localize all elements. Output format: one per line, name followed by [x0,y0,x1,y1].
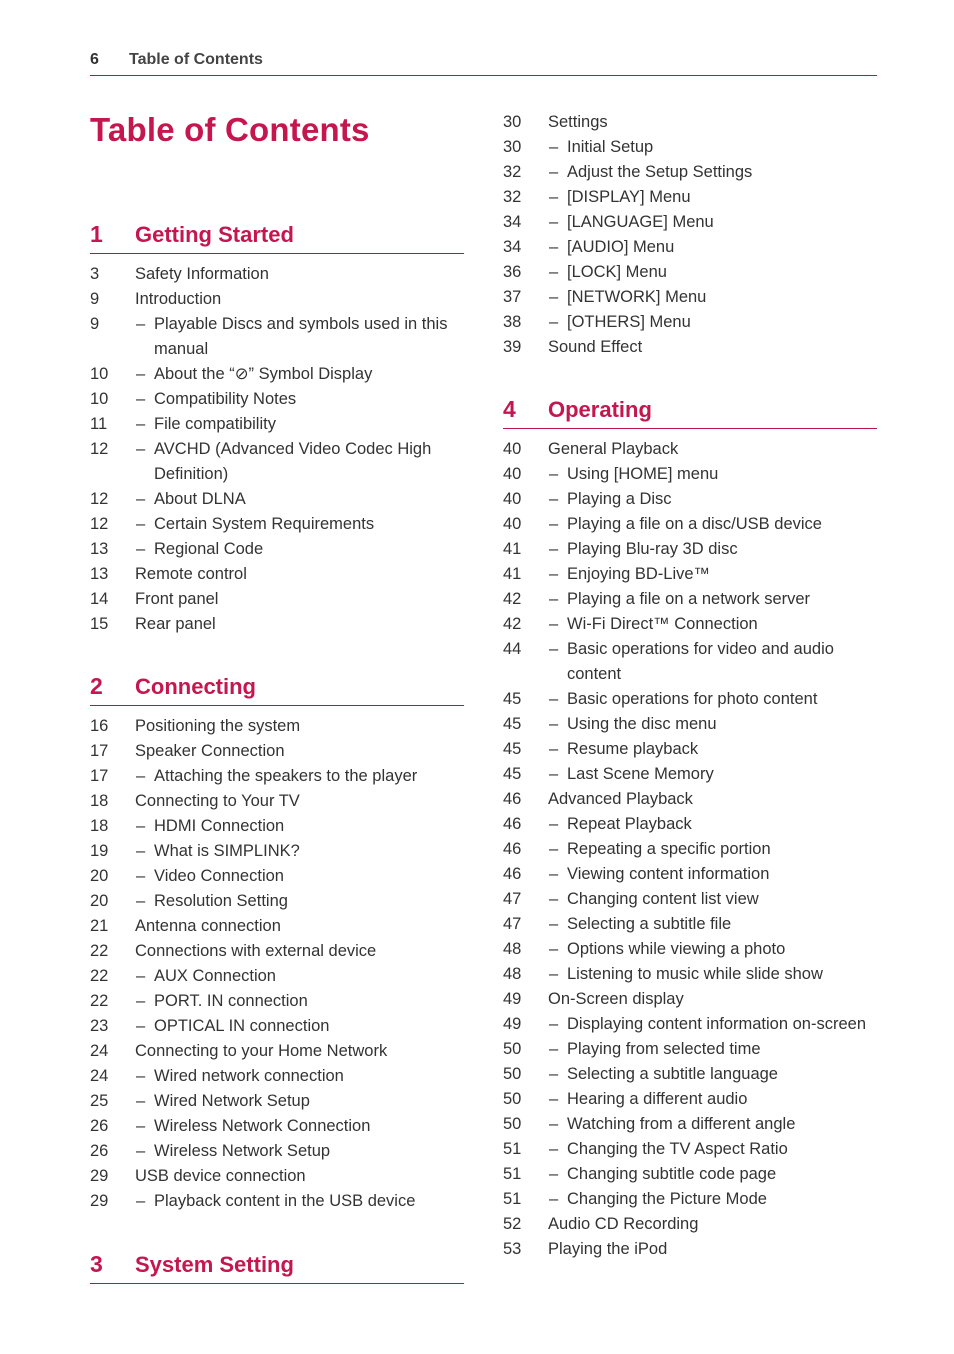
entry-title: – Resume playback [567,737,877,762]
entry-title: – HDMI Connection [154,814,464,839]
entry-title: – Last Scene Memory [567,762,877,787]
entry-page-number: 22 [90,942,109,960]
toc-section-connecting [90,673,464,1214]
toc-subentry[interactable] [503,862,877,887]
entry-title: – [OTHERS] Menu [567,310,877,335]
toc-subentry[interactable] [90,387,464,412]
entry-page-number: 32 [503,163,522,181]
entry-title: – Initial Setup [567,135,877,160]
toc-subentry[interactable] [90,437,464,487]
entry-page-number: 9 [90,315,100,333]
toc-subentry[interactable] [503,837,877,862]
entry-title: – Basic operations for video and audio content [567,637,877,687]
toc-entry[interactable] [90,939,464,964]
entry-page-number: 47 [503,890,522,908]
entry-title: – Repeat Playback [567,812,877,837]
entry-title: – Playing a file on a network server [567,587,877,612]
running-header-title: Table of Contents [129,51,263,68]
entry-page-number: 20 [90,892,109,910]
toc-subentry[interactable] [503,1012,877,1037]
entry-page-number: 22 [90,992,109,1010]
entry-page-number: 46 [503,840,522,858]
entry-page-number: 18 [90,792,109,810]
entry-page-number: 26 [90,1117,109,1135]
entry-page-number: 51 [503,1140,522,1158]
toc-section-getting-started [90,221,464,637]
entry-title: – Viewing content information [567,862,877,887]
toc-entry[interactable] [90,739,464,764]
entry-title: Rear panel [135,615,216,633]
entry-title: – Playable Discs and symbols used in this manual [154,312,464,362]
entry-title: – Selecting a subtitle file [567,912,877,937]
toc-entry[interactable] [503,110,877,135]
toc-entry[interactable] [90,562,464,587]
entry-title: – Enjoying BD-Live™ [567,562,877,587]
entry-title: – AVCHD (Advanced Video Codec High Definition) [154,437,464,487]
toc-entry[interactable] [90,714,464,739]
entry-page-number: 15 [90,615,109,633]
entry-title: – AUX Connection [154,964,464,989]
entry-title: Connecting to Your TV [135,792,300,810]
toc-subentry[interactable] [503,310,877,335]
entry-page-number: 42 [503,615,522,633]
entry-page-number: 29 [90,1192,109,1210]
section-title: Operating [548,397,652,422]
entry-page-number: 20 [90,867,109,885]
toc-subentry[interactable] [90,1114,464,1139]
entry-page-number: 45 [503,740,522,758]
toc-subentry[interactable] [503,1062,877,1087]
entry-page-number: 18 [90,817,109,835]
toc-subentry[interactable] [503,962,877,987]
toc-subentry[interactable] [90,512,464,537]
entry-page-number: 50 [503,1090,522,1108]
entry-page-number: 30 [503,138,522,156]
entry-title: – Playing a Disc [567,487,877,512]
entry-title: – PORT. IN connection [154,989,464,1014]
entry-page-number: 29 [90,1167,109,1185]
toc-subentry[interactable] [503,185,877,210]
entry-title: Playing the iPod [548,1240,668,1258]
entry-title: General Playback [548,440,679,458]
entry-page-number: 32 [503,188,522,206]
entry-title: – What is SIMPLINK? [154,839,464,864]
entry-page-number: 37 [503,288,522,306]
toc-subentry[interactable] [90,814,464,839]
entry-page-number: 49 [503,990,522,1008]
toc-subentry[interactable] [90,537,464,562]
entry-page-number: 3 [90,265,100,283]
entry-title: – [LOCK] Menu [567,260,877,285]
toc-subentry[interactable] [90,412,464,437]
running-header [90,47,877,76]
entry-page-number: 39 [503,338,522,356]
entry-title: Sound Effect [548,338,643,356]
toc-subentry[interactable] [503,235,877,260]
entry-page-number: 10 [90,365,109,383]
entry-title: – Wi-Fi Direct™ Connection [567,612,877,637]
entry-page-number: 53 [503,1240,522,1258]
entry-title: – Video Connection [154,864,464,889]
entry-title: – Displaying content information on-screen [567,1012,877,1037]
toc-subentry[interactable] [503,937,877,962]
entry-page-number: 17 [90,742,109,760]
entry-title: Connecting to your Home Network [135,1042,388,1060]
section-title: System Setting [135,1252,294,1277]
entry-title: Advanced Playback [548,790,693,808]
entry-title: Speaker Connection [135,742,285,760]
toc-entry[interactable] [90,287,464,312]
entry-title: Audio CD Recording [548,1215,699,1233]
toc-subentry[interactable] [90,362,464,387]
entry-title: – Watching from a different angle [567,1112,877,1137]
entry-title: – Options while viewing a photo [567,937,877,962]
entry-page-number: 46 [503,865,522,883]
entry-page-number: 47 [503,915,522,933]
entry-title: Introduction [135,290,222,308]
entry-title: – Wireless Network Connection [154,1114,464,1139]
entry-title: Settings [548,113,608,131]
toc-subentry[interactable] [90,1064,464,1089]
section-number: 1 [90,221,103,247]
toc-subentry[interactable] [503,160,877,185]
entry-page-number: 12 [90,515,109,533]
entry-page-number: 46 [503,790,522,808]
toc-subentry[interactable] [90,1014,464,1039]
toc-entry-list [90,714,464,1214]
toc-subentry[interactable] [503,887,877,912]
entry-page-number: 51 [503,1190,522,1208]
entry-title: On-Screen display [548,990,684,1008]
entry-title: – About DLNA [154,487,464,512]
entry-title: – Changing the TV Aspect Ratio [567,1137,877,1162]
toc-entry-list [503,110,877,360]
toc-subentry[interactable] [503,487,877,512]
toc-subentry[interactable] [503,637,877,687]
entry-title: – Playing Blu-ray 3D disc [567,537,877,562]
entry-title: USB device connection [135,1167,306,1185]
entry-page-number: 25 [90,1092,109,1110]
entry-page-number: 21 [90,917,109,935]
entry-title: Remote control [135,565,247,583]
entry-title: – Changing content list view [567,887,877,912]
entry-page-number: 44 [503,640,522,658]
entry-title: – Listening to music while slide show [567,962,877,987]
entry-title: – OPTICAL IN connection [154,1014,464,1039]
entry-title: Connections with external device [135,942,377,960]
toc-entry[interactable] [503,1212,877,1237]
entry-page-number: 34 [503,238,522,256]
toc-subentry[interactable] [503,812,877,837]
toc-subentry[interactable] [90,964,464,989]
entry-page-number: 23 [90,1017,109,1035]
section-number: 4 [503,396,516,422]
section-heading [90,1251,464,1284]
toc-subentry[interactable] [90,1139,464,1164]
entry-page-number: 10 [90,390,109,408]
entry-title: Front panel [135,590,219,608]
entry-title: – Playing a file on a disc/USB device [567,512,877,537]
entry-page-number: 50 [503,1040,522,1058]
toc-entry[interactable] [90,612,464,637]
entry-page-number: 34 [503,213,522,231]
toc-subentry[interactable] [90,989,464,1014]
toc-subentry[interactable] [503,1137,877,1162]
toc-subentry[interactable] [90,487,464,512]
toc-subentry[interactable] [90,864,464,889]
section-number: 2 [90,673,103,699]
toc-entry[interactable] [90,789,464,814]
toc-subentry[interactable] [503,512,877,537]
entry-title: – Resolution Setting [154,889,464,914]
entry-title: – Wireless Network Setup [154,1139,464,1164]
entry-title: – [DISPLAY] Menu [567,185,877,210]
toc-subentry[interactable] [90,1189,464,1214]
entry-page-number: 13 [90,540,109,558]
entry-page-number: 48 [503,940,522,958]
toc-entry[interactable] [90,1164,464,1189]
entry-title: – Adjust the Setup Settings [567,160,877,185]
entry-page-number: 50 [503,1065,522,1083]
entry-page-number: 14 [90,590,109,608]
section-number: 3 [90,1251,103,1277]
section-heading [503,396,877,429]
toc-subentry[interactable] [503,210,877,235]
entry-page-number: 16 [90,717,109,735]
entry-title: – Playing from selected time [567,1037,877,1062]
entry-page-number: 40 [503,465,522,483]
entry-page-number: 40 [503,440,522,458]
entry-page-number: 24 [90,1042,109,1060]
entry-page-number: 12 [90,440,109,458]
section-heading [90,221,464,254]
toc-subentry[interactable] [503,737,877,762]
toc-entry[interactable] [503,987,877,1012]
entry-title: – [LANGUAGE] Menu [567,210,877,235]
toc-subentry[interactable] [503,1187,877,1212]
entry-title: – Regional Code [154,537,464,562]
entry-title: Safety Information [135,265,269,283]
entry-title: Antenna connection [135,917,281,935]
section-heading [90,673,464,706]
entry-page-number: 48 [503,965,522,983]
entry-title: – Hearing a different audio [567,1087,877,1112]
entry-title: – Attaching the speakers to the player [154,764,464,789]
entry-page-number: 22 [90,967,109,985]
toc-entry[interactable] [90,1039,464,1064]
entry-title: – Certain System Requirements [154,512,464,537]
entry-page-number: 45 [503,765,522,783]
toc-entry[interactable] [503,787,877,812]
toc-entry[interactable] [503,437,877,462]
page-title: Table of Contents [90,111,370,148]
entry-page-number: 51 [503,1165,522,1183]
toc-entry[interactable] [503,335,877,360]
entry-page-number: 42 [503,590,522,608]
toc-subentry[interactable] [503,135,877,160]
entry-page-number: 30 [503,113,522,131]
entry-title: – Basic operations for photo content [567,687,877,712]
entry-page-number: 41 [503,565,522,583]
entry-page-number: 49 [503,1015,522,1033]
entry-title: – Wired network connection [154,1064,464,1089]
entry-title: – Playback content in the USB device [154,1189,464,1214]
toc-subentry[interactable] [503,912,877,937]
toc-subentry[interactable] [503,562,877,587]
entry-page-number: 13 [90,565,109,583]
entry-title: – Using [HOME] menu [567,462,877,487]
toc-subentry[interactable] [90,889,464,914]
toc-entry[interactable] [90,914,464,939]
toc-subentry[interactable] [90,839,464,864]
entry-title: – File compatibility [154,412,464,437]
toc-subentry[interactable] [503,1037,877,1062]
toc-subentry[interactable] [90,312,464,362]
toc-entry-list [503,437,877,1262]
toc-subentry[interactable] [503,712,877,737]
toc-subentry[interactable] [503,687,877,712]
toc-subentry[interactable] [503,260,877,285]
entry-page-number: 46 [503,815,522,833]
entry-title: – Compatibility Notes [154,387,464,412]
toc-subentry[interactable] [90,1089,464,1114]
section-title: Connecting [135,674,256,699]
entry-title: – Selecting a subtitle language [567,1062,877,1087]
toc-entry[interactable] [503,1237,877,1262]
entry-page-number: 26 [90,1142,109,1160]
toc-subentry[interactable] [503,537,877,562]
entry-title: – [AUDIO] Menu [567,235,877,260]
toc-entry-list [90,262,464,637]
entry-page-number: 52 [503,1215,522,1233]
toc-section-operating [503,396,877,1262]
entry-title: – Changing the Picture Mode [567,1187,877,1212]
entry-title: – About the “⊘” Symbol Display [154,362,464,387]
toc-subentry[interactable] [503,1087,877,1112]
toc-section-system-setting [90,1251,464,1284]
entry-page-number: 19 [90,842,109,860]
toc-entry[interactable] [90,587,464,612]
toc-subentry[interactable] [503,587,877,612]
toc-subentry[interactable] [90,764,464,789]
entry-page-number: 36 [503,263,522,281]
entry-page-number: 11 [90,415,108,433]
entry-page-number: 24 [90,1067,109,1085]
entry-title: Positioning the system [135,717,301,735]
entry-page-number: 38 [503,313,522,331]
entry-page-number: 9 [90,290,100,308]
entry-page-number: 50 [503,1115,522,1133]
section-title: Getting Started [135,222,294,247]
entry-page-number: 41 [503,540,522,558]
entry-page-number: 17 [90,767,109,785]
entry-page-number: 40 [503,515,522,533]
entry-page-number: 40 [503,490,522,508]
entry-title: – Using the disc menu [567,712,877,737]
toc-system-setting-continued [503,110,877,360]
toc-subentry[interactable] [503,285,877,310]
entry-title: – Wired Network Setup [154,1089,464,1114]
entry-title: – Changing subtitle code page [567,1162,877,1187]
entry-page-number: 12 [90,490,109,508]
toc-subentry[interactable] [503,762,877,787]
entry-page-number: 45 [503,690,522,708]
entry-title: – [NETWORK] Menu [567,285,877,310]
entry-page-number: 45 [503,715,522,733]
page-number: 6 [90,51,99,68]
toc-subentry[interactable] [503,1112,877,1137]
toc-subentry[interactable] [503,462,877,487]
toc-subentry[interactable] [503,612,877,637]
entry-title: – Repeating a specific portion [567,837,877,862]
toc-entry[interactable] [90,262,464,287]
toc-subentry[interactable] [503,1162,877,1187]
